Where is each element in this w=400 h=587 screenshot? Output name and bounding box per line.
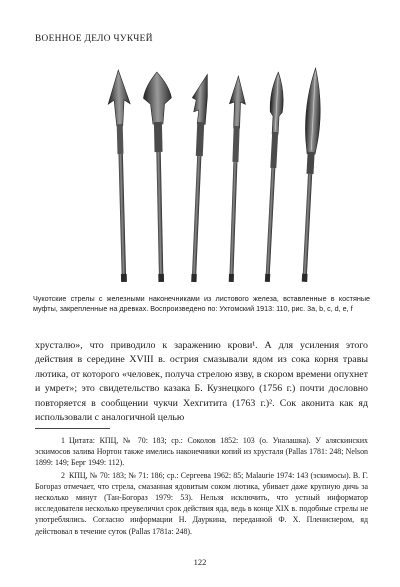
- footnote-text: КПЦ, № 70: 183; № 71: 186; ср.: Сергеева 1962: 85; Malaurie 1974: 143 (эскимосы). В. Г. Богораз отмечает, что стрела, смазанная ядовитым соком лютика, убивает даже крупную дичь за несколько минут (Тан-Богораз 1979: 53). Нельзя исключить, что устный информатор исследователя несколько преувеличил срок действия яда, ведь в конце XIX в. подобные стрелы не употреблялись. Согласно информации Н. Дауркина, переданной Ф. Х. Плениснером, яд действовал в течение суток (Pallas 1781a: 248).: [35, 470, 368, 536]
- footnote-separator: [35, 428, 110, 429]
- arrow-c: [184, 74, 208, 282]
- arrow-d: [223, 76, 246, 282]
- footnotes: [35, 435, 368, 538]
- footnote-1: [35, 435, 368, 469]
- footnote-number: 1: [61, 436, 65, 445]
- arrow-b: [143, 72, 175, 283]
- arrows-figure: [107, 64, 325, 284]
- body-paragraph: хрусталю», что приводило к заражению крови¹. А для усиления этого действия в середине XVIII в. острия смазывали ядом из сока корня травы лютика, от которого «человек, получа стрелою язву, в скором времени опухнет и умрет»; это свидетельство казака Б. Кузнецкого (1756 г.) почти дословно повторяется в сообщении чукчи Хехгитита (1763 г.)². Сок аконита как яд использовали с аналогичной целью: [35, 340, 368, 424]
- arrow-e: [261, 72, 285, 282]
- footnote-2: [35, 470, 368, 537]
- arrow-a: [107, 70, 135, 283]
- running-header: ВОЕННОЕ ДЕЛО ЧУКЧЕЙ: [35, 34, 153, 44]
- figure-caption: Чукотские стрелы с железными наконечниками из листового железа, вставленные в костяные муфты, закрепленные на древках. Воспроизведено по: Ухтомский 1913: 110, рис. 3a, b, c, d, e, f: [33, 294, 370, 313]
- page-number: 122: [193, 557, 207, 567]
- footnote-number: 2: [61, 470, 65, 480]
- main-text: [35, 339, 368, 425]
- footnote-text: Цитата: КПЦ, № 70: 183; ср.: Соколов 1852: 103 (о. Уналашка). У аляскинских эскимосов залива Нортон также имелись наконечники копий из хрусталя (Pallas 1781: 248; Nelson 1899: 149; Берг 1949: 112).: [35, 436, 368, 468]
- arrow-f: [297, 68, 322, 282]
